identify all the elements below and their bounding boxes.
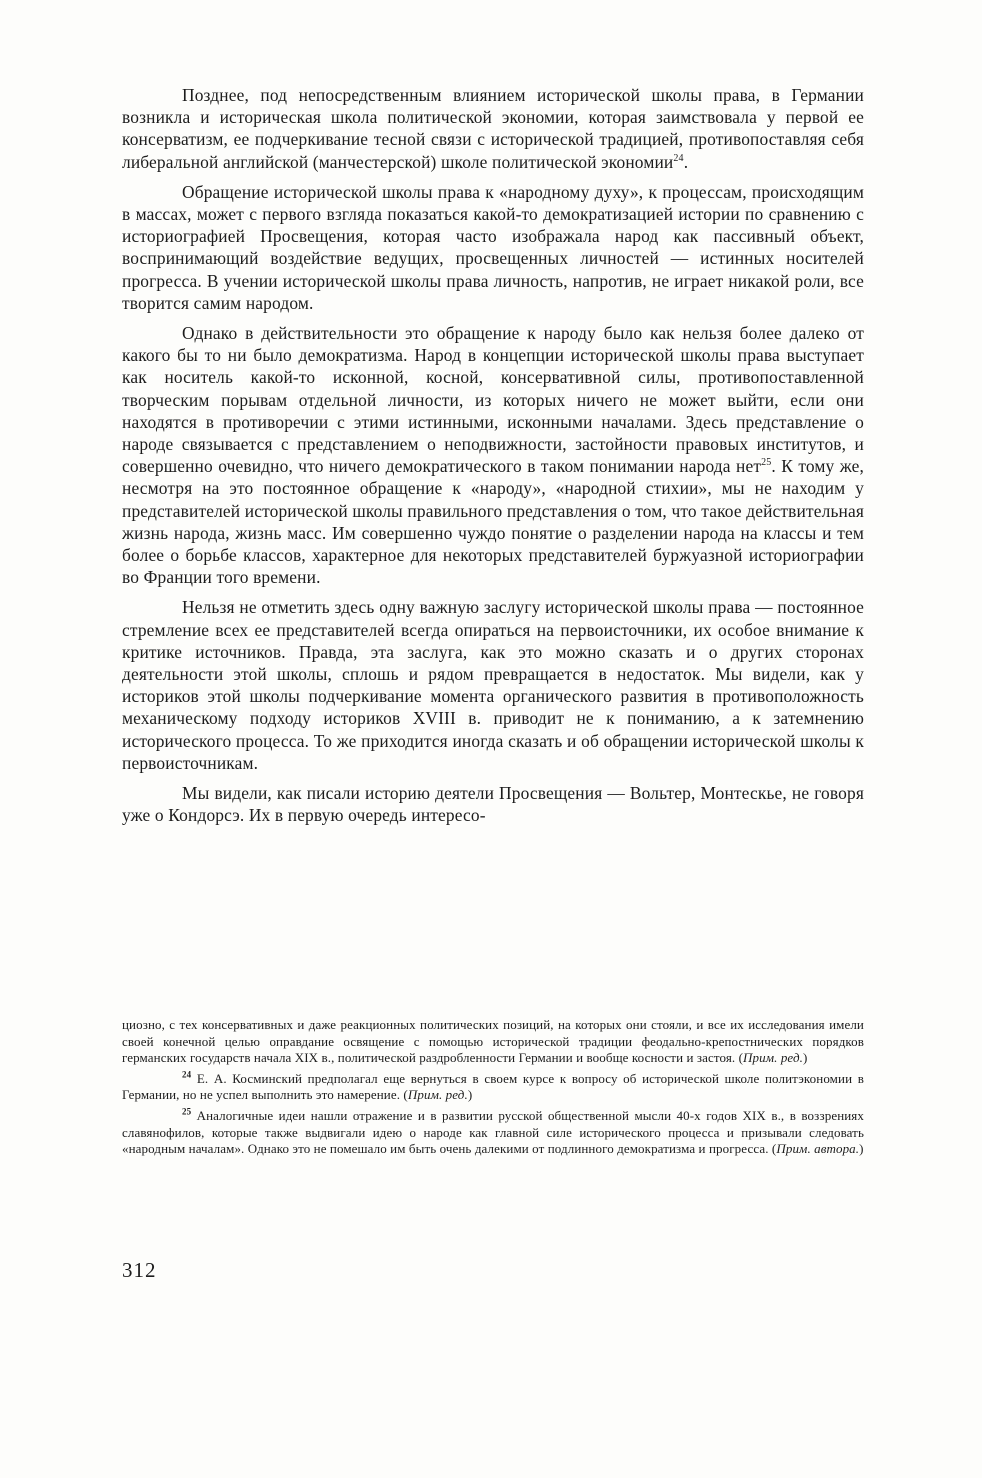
footnote-24 [122,1071,864,1104]
footnote-continuation-tail: ) [803,1050,808,1066]
paragraph-1-tail: . [683,151,689,172]
paragraph-5 [122,782,864,826]
paragraph-3-text: Однако в действительности это обращение к народу было как нельзя более далеко от какого бы то ни было демократизма. Народ в концепции исторической школы права выступает как носитель какой-то исконной, косной, консервативной силы, противопоставленной творческим порывам отдельной личности, из которых ничего не может выйти, если они находятся в противоречии с этими истинными, исконными началами. Здесь представление о народе связывается с представлением о неподвижности, застойности правовых институтов, и совершенно очевидно, что ничего демократического в таком понимании народа нет [122,323,864,477]
footnote-continuation-text: циозно, с тех консервативных и даже реакционных политических позиций, на которых они стояли, и все их исследования имели своей конечной целью оправдание освящение с помощью исторической традиции феодально-крепостнических порядков германских государств начала XIX в., политической раздробленности Германии и вообще косности и застоя. ( [122,1017,864,1066]
footnote-continuation-note: Прим. ред. [743,1050,804,1066]
paragraph-4 [122,596,864,774]
footnote-24-text: Е. А. Косминский предполагал еще вернуться в своем курсе к вопросу об исторической школе политэкономии в Германии, но не успел выполнить это намерение. ( [122,1070,864,1103]
footnote-25-note: Прим. автора. [776,1141,860,1157]
footnote-ref-24: 24 [673,152,684,164]
footnote-continuation [122,1017,864,1067]
footnote-24-tail: ) [467,1087,473,1103]
footnote-25-number: 25 [182,1106,192,1117]
paragraph-2 [122,181,864,314]
footnote-25 [122,1108,864,1158]
main-text [122,84,864,835]
page-number: 312 [122,1258,157,1282]
footnote-24-number: 24 [182,1069,192,1080]
footnote-25-text: Аналогичные идеи нашли отражение и в развитии русской общественной мысли 40-х годов XIX в., в воззрениях славянофилов, которые также выдвигали идею о народе как главной силе исторического процесса и призывали следовать «народным началам». Однако это не помешало им быть очень далекими от подлинного демократизма и прогресса. ( [122,1107,864,1157]
footnotes [122,1017,864,1162]
paragraph-3-tail: . К тому же, несмотря на это постоянное обращение к «народу», «народной стихии», мы не находим у представителей исторической школы правильного представления о том, что такое действительная жизнь народа, жизнь масс. Им совершенно чуждо понятие о разделении народа на классы и тем более о борьбе классов, характерное для некоторых представителей буржуазной историографии во Франции того времени. [122,456,865,588]
footnote-ref-25: 25 [761,457,772,469]
footnote-24-note: Прим. ред. [407,1087,468,1103]
paragraph-1 [122,84,864,173]
paragraph-5-text: Мы видели, как писали историю деятели Просвещения — Вольтер, Монтескье, не говоря уже о Кондорсэ. Их в первую очередь интересо- [122,783,864,826]
paragraph-2-text: Обращение исторической школы права к «народному духу», к процессам, происходящим в массах, может с первого взгляда показаться какой-то демократизацией истории по сравнению с историографией Просвещения, которая часто изображала народ как пассивный объект, воспринимающий воздействие ведущих, просвещенных личностей — истинных носителей прогресса. В учении исторической школы права личность, напротив, не играет никакой роли, все творится самим народом. [122,181,864,313]
footnote-25-tail: ) [859,1141,864,1157]
paragraph-4-text: Нельзя не отметить здесь одну важную заслугу исторической школы права — постоянное стремление всех ее представителей всегда опираться на первоисточники, их особое внимание к критике источников. Правда, эта заслуга, как это можно сказать и о других сторонах деятельности этой школы, сплошь и рядом превращается в недостаток. Мы видели, как у историков этой школы подчеркивание момента органического развития в противоположность механическому подходу историков XVIII в. приводит не к пониманию, а к затемнению исторического процесса. То же приходится иногда сказать и об обращении исторической школы к первоисточникам. [122,597,864,773]
paragraph-3 [122,322,864,588]
paragraph-1-text: Позднее, под непосредственным влиянием исторической школы права, в Германии возникла и историческая школа политической экономии, которая заимствовала у первой ее консерватизм, ее подчеркивание тесной связи с исторической традицией, противопоставляя себя либеральной английской (манчестерской) школе политической экономии [122,85,864,172]
